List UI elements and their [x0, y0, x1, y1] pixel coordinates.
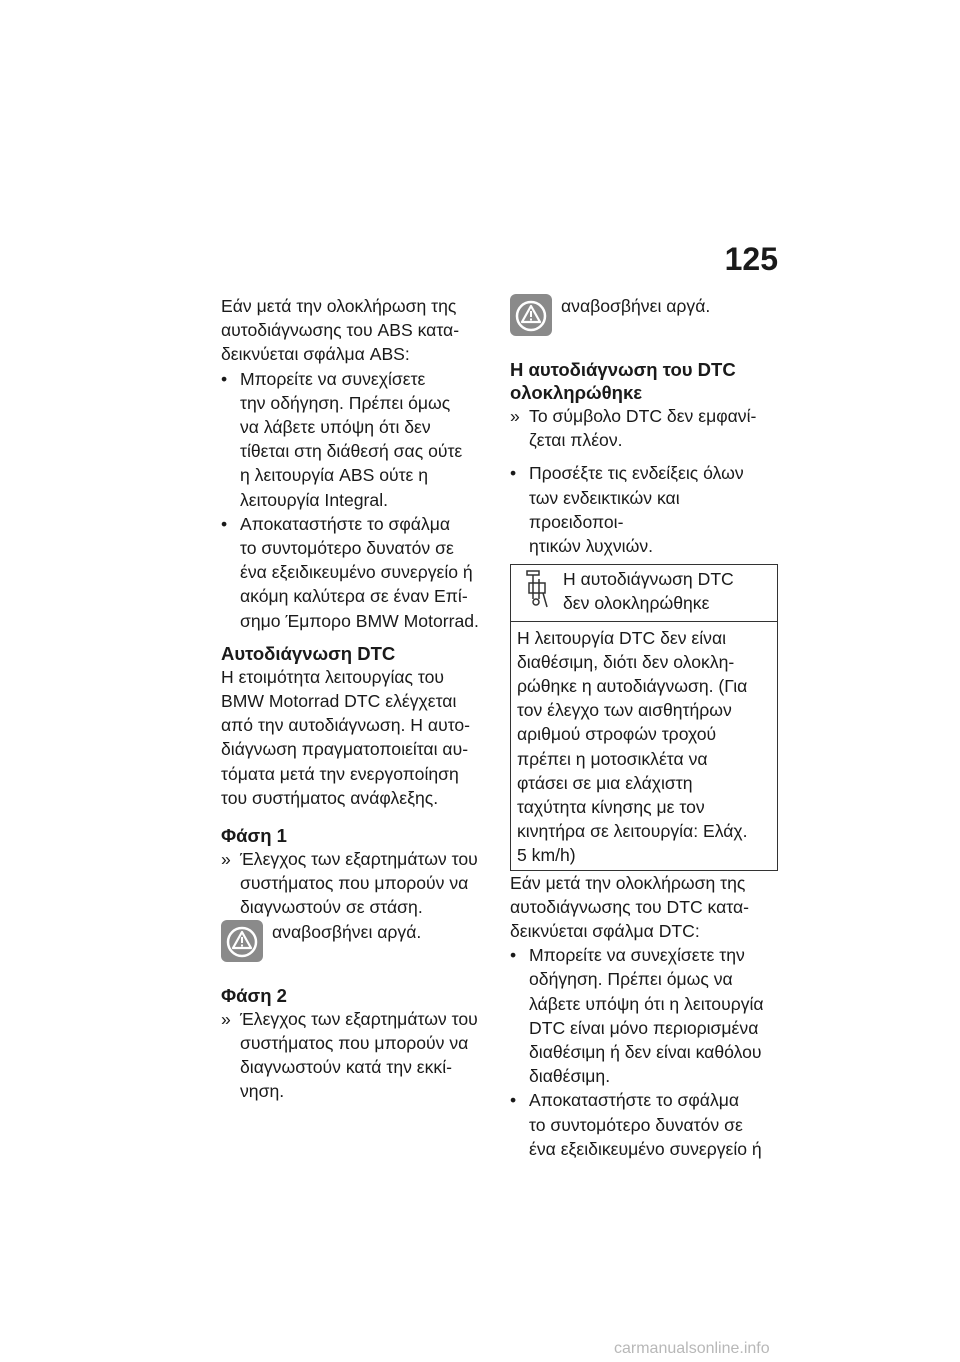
- page-number: 125: [724, 241, 778, 277]
- list-item: • Αποκαταστήστε το σφάλμα το συντομότερο δυνατόν σε ένα εξειδικευμένο συνεργείο ή: [510, 1090, 762, 1159]
- list-item: • Αποκαταστήστε το σφάλμα το συντομότερο δυνατόν σε ένα εξειδικευμένο συνεργείο ή ακόμη καλύτερα σε έναν Επί- σημο Έμπορο BMW Motorrad.: [221, 513, 479, 631]
- notice-box: [510, 564, 778, 870]
- blink-slow-label: αναβοσβήνει αργά.: [561, 296, 711, 316]
- abs-fault-intro: Εάν μετά την ολοκλήρωση της αυτοδιάγνωσης του ABS κατα- δεικνύεται σφάλμα ABS:: [221, 296, 460, 365]
- dtc-fault-intro: Εάν μετά την ολοκλήρωση της αυτοδιάγνωσης του DTC κατα- δεικνύεται σφάλμα DTC:: [510, 872, 750, 942]
- bullet-mark: •: [510, 1090, 517, 1111]
- list-item: • Προσέξτε τις ενδείξεις όλων των ενδεικτικών και προειδοποι- ητικών λυχνιών.: [510, 463, 744, 557]
- bullet-mark: •: [510, 463, 517, 484]
- blink-slow-label: αναβοσβήνει αργά.: [272, 921, 422, 942]
- phase-1-indicator: [221, 920, 483, 970]
- bullet-mark: •: [510, 945, 517, 966]
- list-item: • Μπορείτε να συνεχίσετε την οδήγηση. Πρέπει όμως να λάβετε υπόψη ότι η λειτουργία DTC είναι μόνο περιορισμένα διαθέσιμη ή δεν είναι καθόλου διαθέσιμη.: [510, 945, 764, 1087]
- list-item: • Μπορείτε να συνεχίσετε την οδήγηση. Πρέπει όμως να λάβετε υπόψη ότι δεν τίθεται στη διάθεσή σας ούτε η λειτουργία ABS ούτε η λειτουργία Integral.: [221, 368, 463, 510]
- arrow-mark: »: [510, 406, 520, 426]
- footer-watermark: carmanualsonline.info: [614, 1340, 770, 1357]
- phase-1-step: » Έλεγχος των εξαρτημάτων του συστήματος που μπορούν να διαγνωστούν σε στάση.: [221, 849, 478, 918]
- phase-2-step: » Έλεγχος των εξαρτημάτων του συστήματος που μπορούν να διαγνωστούν κατά την εκκί- νηση.: [221, 1008, 478, 1102]
- phase-2-heading: Φάση 2: [221, 984, 287, 1006]
- left-column: [221, 294, 483, 1103]
- dtc-warning-icon: [221, 920, 263, 968]
- right-column: [510, 294, 778, 1161]
- phase-2-indicator: [510, 294, 778, 344]
- arrow-mark: »: [221, 849, 231, 870]
- arrow-mark: »: [221, 1008, 231, 1029]
- phase-1-heading: Φάση 1: [221, 825, 287, 847]
- section-heading-dtc-complete: Η αυτοδιάγνωση του DTC ολοκληρώθηκε: [510, 359, 736, 403]
- bullet-mark: •: [221, 368, 228, 389]
- dtc-warning-icon: [510, 294, 552, 342]
- bullet-mark: •: [221, 513, 228, 534]
- notice-box-body: Η λειτουργία DTC δεν είναι διαθέσιμη, διότι δεν ολοκλη- ρώθηκε η αυτοδιάγνωση. (Για τον έλεγχο των αισθητήρων αριθμού στροφών τροχού πρέπει η μοτοσικλέτα να φτάσει σε μια ελάχιστη ταχύτητα κίνησης με τον κινητήρα σε λειτουργία: Ελάχ. 5 km/h): [517, 627, 748, 866]
- dtc-symbol-icon: [525, 569, 549, 615]
- dtc-complete-step: » Το σύμβολο DTC δεν εμφανί- ζεται πλέον.: [510, 406, 757, 451]
- section-heading-dtc: Αυτοδιάγνωση DTC: [221, 642, 396, 664]
- dtc-description: Η ετοιμότητα λειτουργίας του BMW Motorrad DTC ελέγχεται από την αυτοδιάγνωση. Η αυτο- διάγνωση πραγματοποιείται αυ- τόματα μετά την ενεργοποίηση του συστήματος ανάφλεξης.: [221, 666, 471, 808]
- notice-box-header: Η αυτοδιάγνωση DTC δεν ολοκληρώθηκε: [511, 565, 777, 621]
